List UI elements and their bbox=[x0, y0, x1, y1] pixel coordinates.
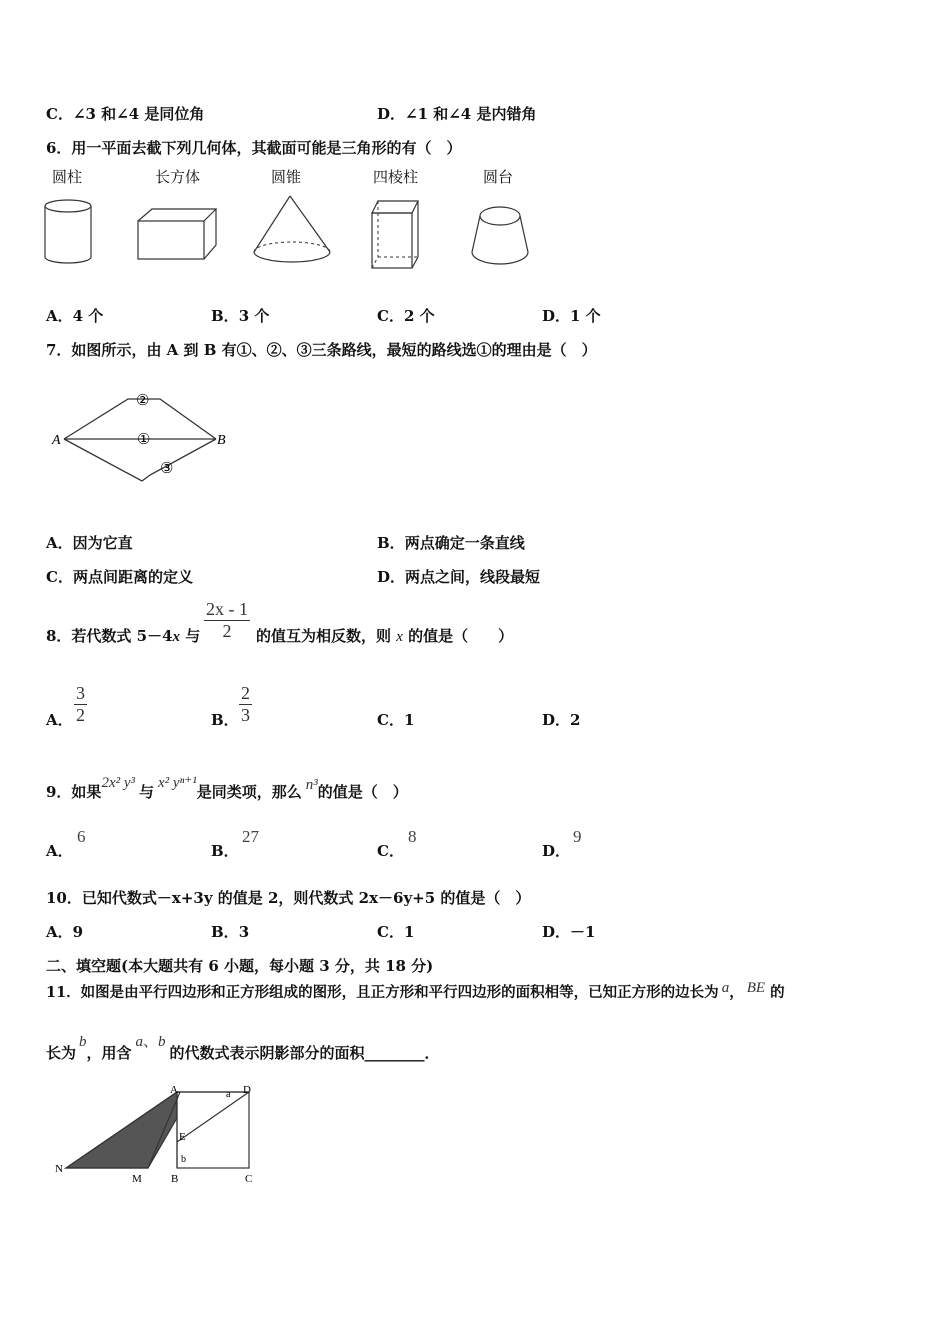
option-label: D． bbox=[542, 923, 571, 941]
variable-b: b bbox=[79, 1034, 87, 1050]
variable-x: x bbox=[172, 629, 181, 645]
fraction-numerator: 2 bbox=[241, 683, 250, 703]
q10-stem: 10．已知代数式－x+3y 的值是 2，则代数式 2x－6y+5 的值是（ ） bbox=[46, 889, 531, 907]
stem-text: 的 bbox=[765, 984, 785, 1001]
route-1-label: ① bbox=[137, 430, 151, 448]
q9-option-a-value: 6 bbox=[77, 827, 86, 846]
q8-option-a-label: A． bbox=[46, 711, 73, 729]
q10-option-c bbox=[377, 921, 414, 942]
option-text: 2 个 bbox=[403, 307, 435, 325]
option-label: D． bbox=[377, 105, 406, 123]
stem-text: ，用含 bbox=[86, 1044, 132, 1062]
shape-label-prism: 四棱柱 bbox=[373, 168, 419, 186]
label-a-side: a bbox=[226, 1089, 231, 1100]
term-1: 2x² y³ bbox=[101, 775, 135, 791]
option-label: D． bbox=[542, 711, 571, 729]
parallelogram-square-diagram bbox=[52, 1082, 267, 1187]
route-diagram bbox=[50, 385, 240, 490]
route-2-label: ② bbox=[136, 391, 150, 409]
q8-stem-start bbox=[46, 625, 200, 646]
q9-option-c-value: 8 bbox=[408, 827, 417, 846]
separator: 、 bbox=[143, 1034, 159, 1050]
stem-text: 的值互为相反数，则 bbox=[256, 627, 397, 645]
label-a-point: A bbox=[170, 1084, 178, 1096]
cylinder-figure bbox=[40, 195, 100, 270]
shape-label-cuboid: 长方体 bbox=[155, 168, 201, 186]
point-b-label: B bbox=[217, 433, 226, 448]
option-text: 1 个 bbox=[570, 307, 601, 325]
option-label: D． bbox=[542, 307, 571, 325]
q10-option-d bbox=[542, 921, 595, 942]
option-label: A． bbox=[46, 534, 73, 552]
option-label: A． bbox=[46, 923, 73, 941]
q7-option-b bbox=[377, 532, 525, 553]
option-text: ∠3 和∠4 是同位角 bbox=[72, 105, 205, 123]
term-3: n³ bbox=[305, 777, 318, 793]
stem-text: 与 bbox=[180, 627, 201, 645]
prism-figure bbox=[366, 195, 426, 275]
fraction-denominator: 2 bbox=[222, 621, 232, 641]
q5-option-c bbox=[46, 103, 204, 124]
option-label: C． bbox=[377, 711, 404, 729]
option-label: B． bbox=[211, 307, 239, 325]
label-m-point: M bbox=[132, 1173, 142, 1185]
q7-option-a bbox=[46, 532, 133, 553]
q8-option-d bbox=[542, 709, 580, 730]
q5-option-d bbox=[377, 103, 536, 124]
stem-text: 的值是（ ） bbox=[317, 783, 408, 801]
variable-x: x bbox=[396, 629, 403, 645]
stem-text: 与 bbox=[139, 783, 155, 801]
option-text: 3 个 bbox=[238, 307, 270, 325]
q9-option-a-label: A． bbox=[46, 842, 73, 860]
segment-be: BE bbox=[746, 980, 766, 996]
stem-text: 的代数式表示阴影部分的面积________． bbox=[169, 1044, 440, 1062]
q9-stem bbox=[46, 775, 408, 802]
variable-b: b bbox=[158, 1034, 166, 1050]
q9-option-b-value: 27 bbox=[242, 827, 259, 846]
q8-option-b-fraction bbox=[239, 683, 252, 726]
option-text: 3 bbox=[238, 923, 250, 941]
q11-line-1 bbox=[46, 981, 785, 1002]
option-label: C． bbox=[46, 568, 73, 586]
q9-option-d-value: 9 bbox=[573, 827, 582, 846]
shape-label-cone: 圆锥 bbox=[271, 168, 302, 186]
point-a-label: A bbox=[52, 433, 61, 448]
option-label: B． bbox=[211, 923, 239, 941]
label-b-side: b bbox=[181, 1154, 186, 1165]
option-label: C． bbox=[377, 923, 404, 941]
stem-text: ， bbox=[729, 984, 744, 1001]
option-text: 1 bbox=[403, 711, 415, 729]
q8-stem-end bbox=[256, 625, 513, 646]
q7-option-c bbox=[46, 566, 193, 587]
section-heading: 二、填空题(本大题共有 6 小题，每小题 3 分，共 18 分) bbox=[46, 957, 434, 975]
shape-label-frustum: 圆台 bbox=[483, 168, 514, 186]
option-text: ∠1 和∠4 是内错角 bbox=[405, 105, 537, 123]
cone-figure bbox=[248, 192, 338, 272]
term-2: x² yⁿ⁺¹ bbox=[158, 775, 197, 791]
label-n-point: N bbox=[55, 1163, 63, 1175]
label-d-point: D bbox=[243, 1084, 251, 1096]
route-3-label: ③ bbox=[160, 459, 174, 477]
option-text: 两点确定一条直线 bbox=[404, 534, 525, 552]
stem-text: 9．如果 bbox=[46, 783, 102, 801]
fraction-numerator: 3 bbox=[76, 683, 85, 703]
option-label: C． bbox=[377, 307, 404, 325]
q8-option-c bbox=[377, 709, 414, 730]
label-c-point: C bbox=[245, 1173, 253, 1185]
q6-stem: 6．用一平面去截下列几何体，其截面可能是三角形的有（ ） bbox=[46, 139, 462, 157]
option-text: 两点间距离的定义 bbox=[72, 568, 193, 586]
option-text: 两点之间，线段最短 bbox=[405, 568, 541, 586]
q6-option-a bbox=[46, 305, 103, 326]
fraction-denominator: 2 bbox=[76, 705, 85, 725]
stem-text: 的值是（ ） bbox=[402, 627, 514, 645]
q9-option-c-label: C． bbox=[377, 842, 404, 860]
stem-text: 长为 bbox=[46, 1044, 77, 1062]
option-label: B． bbox=[377, 534, 405, 552]
q10-option-a bbox=[46, 921, 83, 942]
label-e-point: E bbox=[179, 1131, 186, 1143]
frustum-figure bbox=[466, 200, 536, 272]
fraction-denominator: 3 bbox=[241, 705, 250, 725]
stem-text: 是同类项，那么 bbox=[196, 783, 302, 801]
option-label: C． bbox=[46, 105, 73, 123]
q7-option-d bbox=[377, 566, 540, 587]
q9-option-d-label: D． bbox=[542, 842, 571, 860]
variable-a: a bbox=[721, 980, 730, 996]
q8-option-a-fraction bbox=[74, 683, 87, 726]
option-text: 2 bbox=[570, 711, 581, 729]
q6-option-c bbox=[377, 305, 435, 326]
option-text: 1 bbox=[403, 923, 415, 941]
q9-option-b-label: B． bbox=[211, 842, 239, 860]
q10-option-b bbox=[211, 921, 249, 942]
q8-option-b-label: B． bbox=[211, 711, 239, 729]
cuboid-figure bbox=[132, 205, 222, 265]
q11-line-2 bbox=[46, 1034, 440, 1063]
option-text: 因为它直 bbox=[72, 534, 133, 552]
variable-a: a bbox=[135, 1034, 144, 1050]
option-label: A． bbox=[46, 307, 73, 325]
option-label: D． bbox=[377, 568, 406, 586]
q6-option-b bbox=[211, 305, 269, 326]
option-text: －1 bbox=[570, 923, 596, 941]
q6-option-d bbox=[542, 305, 601, 326]
option-text: 4 个 bbox=[72, 307, 104, 325]
fraction-numerator: 2x - 1 bbox=[206, 599, 248, 619]
shape-label-cylinder: 圆柱 bbox=[52, 168, 83, 186]
stem-text: 11．如图是由平行四边形和正方形组成的图形，且正方形和平行四边形的面积相等，已知正方形的边长为 bbox=[46, 984, 719, 1001]
q8-fraction bbox=[204, 599, 250, 642]
label-b-point: B bbox=[171, 1173, 179, 1185]
stem-text: 8．若代数式 5－4 bbox=[46, 627, 173, 645]
option-text: 9 bbox=[72, 923, 84, 941]
q7-stem: 7．如图所示，由 A 到 B 有①、②、③三条路线，最短的路线选①的理由是（ ） bbox=[46, 341, 597, 359]
